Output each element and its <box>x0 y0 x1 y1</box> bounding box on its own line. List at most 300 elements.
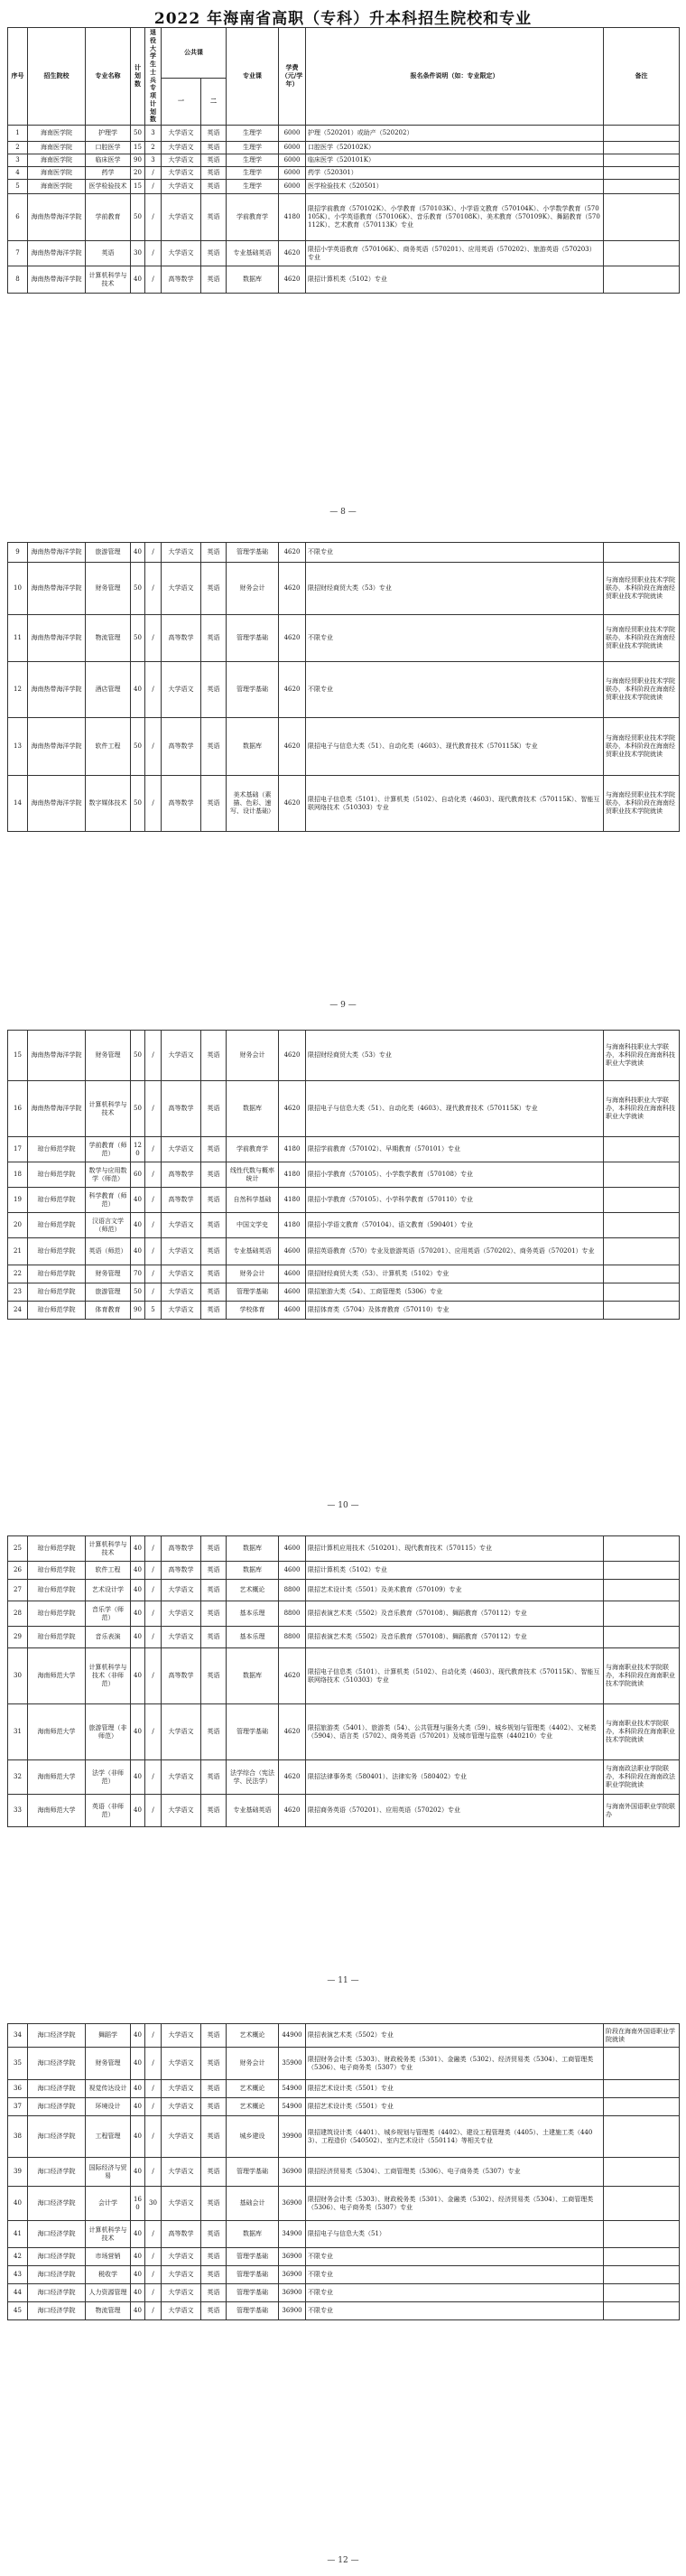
row-plan: 40 <box>131 1704 145 1760</box>
row-fee: 6000 <box>279 167 306 180</box>
row-veteran: / <box>145 2024 162 2048</box>
row-major: 英语（非师范） <box>86 1795 131 1827</box>
row-fee: 44900 <box>279 2024 306 2048</box>
row-school: 海口经济学院 <box>28 2284 86 2302</box>
row-major: 医学检验技术 <box>86 180 131 194</box>
row-plan: 40 <box>131 2248 145 2266</box>
row-fee: 8800 <box>279 1580 306 1601</box>
row-fee: 36900 <box>279 2248 306 2266</box>
table-row <box>8 1283 680 1302</box>
row-school: 海口经济学院 <box>28 2048 86 2080</box>
row-requirement: 限招旅游大类（54）、工商管理类（5306）专业 <box>306 1283 604 1302</box>
row-major: 音乐表演 <box>86 1627 131 1648</box>
row-note: 与海南经贸职业技术学院联办，本科阶段在海南经贸职业技术学院就读 <box>604 615 680 662</box>
row-public-course-1: 高等数学 <box>162 1162 201 1188</box>
row-public-course-1: 大学语文 <box>162 241 201 266</box>
row-note <box>604 194 680 241</box>
row-fee: 6000 <box>279 126 306 142</box>
row-major: 口腔医学 <box>86 142 131 154</box>
row-veteran: / <box>145 2080 162 2098</box>
row-public-course-1: 大学语文 <box>162 662 201 718</box>
row-public-course-1: 大学语文 <box>162 2024 201 2048</box>
row-major: 计算机科学与技术（非师范） <box>86 1648 131 1704</box>
row-major: 学前教育 <box>86 194 131 241</box>
row-note: 与海南科技职业大学联办，本科阶段在海南科技职业大学就读 <box>604 1081 680 1137</box>
row-requirement: 不限专业 <box>306 2266 604 2284</box>
table-row <box>8 1648 680 1704</box>
row-prof-course: 生理学 <box>227 154 279 167</box>
page-10 <box>7 1030 679 1320</box>
row-school: 琼台师范学院 <box>28 1213 86 1238</box>
page-8 <box>7 27 679 294</box>
row-plan: 40 <box>131 1238 145 1265</box>
row-note: 与海南经贸职业技术学院联办，本科阶段在海南经贸职业技术学院就读 <box>604 563 680 615</box>
admissions-table <box>7 1535 680 1827</box>
row-public-course-2: 英语 <box>201 1580 227 1601</box>
page-number-8: — 8 — <box>329 508 357 517</box>
row-public-course-1: 大学语文 <box>162 2158 201 2187</box>
row-seq: 24 <box>8 1302 28 1320</box>
row-requirement: 限招电子信息类（5101）、计算机类（5102）、自动化类（4603）、现代教育技术（570115K）、智能互联网络技术（510303）专业 <box>306 1648 604 1704</box>
row-prof-course: 数据库 <box>227 1536 279 1562</box>
row-school: 海南热带海洋学院 <box>28 563 86 615</box>
row-seq: 43 <box>8 2266 28 2284</box>
row-requirement: 药学（520301） <box>306 167 604 180</box>
row-plan: 50 <box>131 1031 145 1081</box>
row-public-course-2: 英语 <box>201 1627 227 1648</box>
row-seq: 14 <box>8 776 28 832</box>
row-seq: 31 <box>8 1704 28 1760</box>
row-prof-course: 数据库 <box>227 266 279 294</box>
row-fee: 54900 <box>279 2098 306 2116</box>
row-fee: 36900 <box>279 2266 306 2284</box>
row-fee: 6000 <box>279 180 306 194</box>
row-school: 海南热带海洋学院 <box>28 543 86 563</box>
row-requirement: 限招经济贸易类（5304）、工商管理类（5306）、电子商务类（5307）专业 <box>306 2158 604 2187</box>
row-plan: 50 <box>131 776 145 832</box>
row-public-course-1: 大学语文 <box>162 1760 201 1795</box>
row-veteran: / <box>145 1562 162 1580</box>
table-row <box>8 2158 680 2187</box>
row-plan: 50 <box>131 126 145 142</box>
row-public-course-2: 英语 <box>201 142 227 154</box>
row-school: 海口经济学院 <box>28 2221 86 2248</box>
row-school: 琼台师范学院 <box>28 1580 86 1601</box>
row-veteran: / <box>145 563 162 615</box>
row-note: 与海南外国语职业学院联办 <box>604 1795 680 1827</box>
row-fee: 4620 <box>279 266 306 294</box>
page-number-9: — 9 — <box>329 1001 357 1010</box>
row-seq: 27 <box>8 1580 28 1601</box>
row-seq: 18 <box>8 1162 28 1188</box>
admissions-table <box>7 2023 680 2320</box>
row-public-course-1: 大学语文 <box>162 1302 201 1320</box>
row-major: 数学与应用数学（师范） <box>86 1162 131 1188</box>
row-major: 工程管理 <box>86 2116 131 2158</box>
row-school: 海南医学院 <box>28 126 86 142</box>
row-public-course-1: 大学语文 <box>162 1137 201 1162</box>
row-major: 护理学 <box>86 126 131 142</box>
row-plan: 50 <box>131 1081 145 1137</box>
row-veteran: / <box>145 2116 162 2158</box>
row-requirement: 限招电子与信息大类（51）、自动化类（4603）、现代教育技术（570115K）专业 <box>306 718 604 776</box>
row-fee: 4620 <box>279 563 306 615</box>
table-row <box>8 2302 680 2320</box>
row-public-course-1: 高等数学 <box>162 1081 201 1137</box>
page-number-11: — 11 — <box>327 1976 359 1985</box>
row-school: 海口经济学院 <box>28 2024 86 2048</box>
row-requirement: 不限专业 <box>306 2248 604 2266</box>
row-fee: 4600 <box>279 1283 306 1302</box>
row-public-course-2: 英语 <box>201 1562 227 1580</box>
row-school: 琼台师范学院 <box>28 1283 86 1302</box>
row-seq: 10 <box>8 563 28 615</box>
row-seq: 29 <box>8 1627 28 1648</box>
row-seq: 20 <box>8 1213 28 1238</box>
row-veteran: / <box>145 2302 162 2320</box>
row-veteran: / <box>145 1627 162 1648</box>
row-note <box>604 1162 680 1188</box>
table-row <box>8 1081 680 1137</box>
row-public-course-2: 英语 <box>201 2221 227 2248</box>
row-note: 与海南经贸职业技术学院联办，本科阶段在海南经贸职业技术学院就读 <box>604 776 680 832</box>
row-school: 海口经济学院 <box>28 2187 86 2221</box>
row-veteran: / <box>145 1137 162 1162</box>
header-public-2: 二 <box>201 78 227 125</box>
row-note: 与海南政法职业学院联办，本科阶段在海南政法职业学院就读 <box>604 1760 680 1795</box>
row-seq: 41 <box>8 2221 28 2248</box>
row-major: 会计学 <box>86 2187 131 2221</box>
header-note: 备注 <box>604 28 680 126</box>
row-seq: 7 <box>8 241 28 266</box>
row-note <box>604 1265 680 1283</box>
row-school: 琼台师范学院 <box>28 1162 86 1188</box>
row-school: 琼台师范学院 <box>28 1601 86 1627</box>
row-veteran: / <box>145 241 162 266</box>
row-requirement: 限招小学语文教育（570104）、语文教育（590401）专业 <box>306 1213 604 1238</box>
row-requirement: 不限专业 <box>306 543 604 563</box>
row-requirement: 临床医学（520101K） <box>306 154 604 167</box>
row-prof-course: 专业基础英语 <box>227 241 279 266</box>
row-seq: 13 <box>8 718 28 776</box>
row-school: 海口经济学院 <box>28 2098 86 2116</box>
row-school: 海口经济学院 <box>28 2080 86 2098</box>
row-veteran: / <box>145 1648 162 1704</box>
row-public-course-1: 高等数学 <box>162 1562 201 1580</box>
row-public-course-1: 大学语文 <box>162 180 201 194</box>
row-plan: 40 <box>131 1760 145 1795</box>
row-public-course-1: 高等数学 <box>162 776 201 832</box>
row-public-course-1: 高等数学 <box>162 1188 201 1213</box>
row-fee: 4600 <box>279 1562 306 1580</box>
row-public-course-1: 高等数学 <box>162 2221 201 2248</box>
row-prof-course: 财务会计 <box>227 563 279 615</box>
table-row <box>8 1704 680 1760</box>
row-major: 财务管理 <box>86 1031 131 1081</box>
row-prof-course: 艺术概论 <box>227 1580 279 1601</box>
row-public-course-1: 大学语文 <box>162 1601 201 1627</box>
row-note <box>604 2080 680 2098</box>
row-plan: 40 <box>131 1562 145 1580</box>
row-public-course-1: 高等数学 <box>162 266 201 294</box>
table-row <box>8 167 680 180</box>
row-requirement: 限招艺术设计类（5501）及美术教育（570109）专业 <box>306 1580 604 1601</box>
row-fee: 8800 <box>279 1601 306 1627</box>
row-note <box>604 2187 680 2221</box>
row-seq: 9 <box>8 543 28 563</box>
row-major: 酒店管理 <box>86 662 131 718</box>
row-plan: 30 <box>131 241 145 266</box>
row-school: 海南医学院 <box>28 154 86 167</box>
row-major: 环境设计 <box>86 2098 131 2116</box>
table-row <box>8 241 680 266</box>
row-fee: 4600 <box>279 1265 306 1283</box>
row-public-course-2: 英语 <box>201 266 227 294</box>
row-note <box>604 2116 680 2158</box>
row-school: 海口经济学院 <box>28 2302 86 2320</box>
row-public-course-2: 英语 <box>201 2302 227 2320</box>
row-note: 与海南经贸职业技术学院联办，本科阶段在海南经贸职业技术学院就读 <box>604 718 680 776</box>
row-fee: 4180 <box>279 194 306 241</box>
row-requirement: 不限专业 <box>306 615 604 662</box>
row-plan: 40 <box>131 1213 145 1238</box>
row-prof-course: 数据库 <box>227 1562 279 1580</box>
admissions-table <box>7 542 680 832</box>
row-seq: 45 <box>8 2302 28 2320</box>
row-school: 海南热带海洋学院 <box>28 662 86 718</box>
row-plan: 40 <box>131 1795 145 1827</box>
row-veteran: / <box>145 266 162 294</box>
row-requirement: 限招表演艺术类（5502）专业 <box>306 2024 604 2048</box>
row-public-course-2: 英语 <box>201 1302 227 1320</box>
row-veteran: / <box>145 2248 162 2266</box>
row-public-course-2: 英语 <box>201 1031 227 1081</box>
row-note <box>604 2248 680 2266</box>
row-fee: 4620 <box>279 1704 306 1760</box>
row-requirement: 限招财务会计类（5303）、财政税务类（5301）、金融类（5302）、经济贸易类（5304）、工商管理类（5306）、电子商务类（5307）专业 <box>306 2187 604 2221</box>
row-seq: 26 <box>8 1562 28 1580</box>
admissions-table <box>7 1030 680 1320</box>
row-requirement: 限招电子与信息大类（51） <box>306 2221 604 2248</box>
row-seq: 44 <box>8 2284 28 2302</box>
row-major: 旅游管理 <box>86 1283 131 1302</box>
row-major: 学前教育（师范） <box>86 1137 131 1162</box>
row-plan: 40 <box>131 543 145 563</box>
row-seq: 35 <box>8 2048 28 2080</box>
row-veteran: / <box>145 1238 162 1265</box>
row-fee: 4620 <box>279 1795 306 1827</box>
row-fee: 4180 <box>279 1137 306 1162</box>
row-requirement: 限招建筑设计类（4401）、城乡规划与管理类（4402）、建设工程管理类（4405）、土建施工类（4403）、工程造价（540502）、室内艺术设计（550114）等相关专业 <box>306 2116 604 2158</box>
row-prof-course: 数据库 <box>227 1648 279 1704</box>
row-plan: 15 <box>131 142 145 154</box>
row-fee: 4600 <box>279 1302 306 1320</box>
row-public-course-2: 英语 <box>201 1283 227 1302</box>
row-note <box>604 1283 680 1302</box>
row-fee: 4620 <box>279 718 306 776</box>
row-seq: 28 <box>8 1601 28 1627</box>
row-plan: 50 <box>131 563 145 615</box>
row-public-course-1: 大学语文 <box>162 2116 201 2158</box>
row-veteran: 5 <box>145 1302 162 1320</box>
table-row <box>8 2080 680 2098</box>
header-public-course: 公共课 <box>162 28 227 79</box>
admissions-table <box>7 27 680 294</box>
row-public-course-2: 英语 <box>201 1536 227 1562</box>
row-fee: 4600 <box>279 1238 306 1265</box>
row-veteran: / <box>145 718 162 776</box>
row-fee: 4620 <box>279 662 306 718</box>
row-plan: 40 <box>131 1648 145 1704</box>
row-plan: 160 <box>131 2187 145 2221</box>
row-school: 海南热带海洋学院 <box>28 241 86 266</box>
row-public-course-2: 英语 <box>201 1238 227 1265</box>
row-veteran: / <box>145 1162 162 1188</box>
row-requirement: 限招旅游类（5401）、旅游类（54）、公共管理与服务大类（59）、城乡规划与管理类（4402）、文秘类（5904）、语言类（5702）、商务英语（570201）及城市管理与监察（440210）专业 <box>306 1704 604 1760</box>
row-public-course-2: 英语 <box>201 776 227 832</box>
row-note <box>604 126 680 142</box>
row-plan: 40 <box>131 1601 145 1627</box>
row-prof-course: 专业基础英语 <box>227 1795 279 1827</box>
row-requirement: 限招财经商贸大类（53）、计算机类（5102）专业 <box>306 1265 604 1283</box>
row-prof-course: 基本乐理 <box>227 1601 279 1627</box>
header-seq: 序号 <box>8 28 28 126</box>
row-major: 英语（师范） <box>86 1238 131 1265</box>
row-prof-course: 财务会计 <box>227 2048 279 2080</box>
row-veteran: / <box>145 776 162 832</box>
row-requirement: 限招小学英语教育（570106K）、商务英语（570201）、应用英语（570202）、旅游英语（570203）专业 <box>306 241 604 266</box>
header-req: 报名条件说明（如：专业限定） <box>306 28 604 126</box>
row-seq: 1 <box>8 126 28 142</box>
row-prof-course: 学前教育学 <box>227 1137 279 1162</box>
header-prof-course: 专业课 <box>227 28 279 126</box>
table-row <box>8 1580 680 1601</box>
row-public-course-1: 大学语文 <box>162 1795 201 1827</box>
row-requirement: 限招小学教育（570105）、小学科学教育（570110）专业 <box>306 1188 604 1213</box>
row-seq: 19 <box>8 1188 28 1213</box>
table-row <box>8 1265 680 1283</box>
row-fee: 36900 <box>279 2158 306 2187</box>
row-major: 计算机科学与技术 <box>86 2221 131 2248</box>
row-plan: 50 <box>131 1283 145 1302</box>
row-prof-course: 管理学基础 <box>227 2248 279 2266</box>
row-major: 旅游管理 <box>86 543 131 563</box>
row-public-course-2: 英语 <box>201 1081 227 1137</box>
row-public-course-1: 高等数学 <box>162 615 201 662</box>
row-prof-course: 管理学基础 <box>227 662 279 718</box>
row-public-course-1: 大学语文 <box>162 1238 201 1265</box>
row-requirement: 限招英语教育（570）专业及旅游英语（570201）、应用英语（570202）、商务英语（570201）专业 <box>306 1238 604 1265</box>
row-note <box>604 1601 680 1627</box>
row-plan: 70 <box>131 1265 145 1283</box>
row-requirement: 限招艺术设计类（5501）专业 <box>306 2098 604 2116</box>
row-public-course-1: 大学语文 <box>162 1265 201 1283</box>
row-major: 音乐学（师范） <box>86 1601 131 1627</box>
row-veteran: / <box>145 2221 162 2248</box>
table-row <box>8 776 680 832</box>
row-public-course-2: 英语 <box>201 2284 227 2302</box>
row-public-course-2: 英语 <box>201 615 227 662</box>
row-veteran: 2 <box>145 142 162 154</box>
row-school: 琼台师范学院 <box>28 1137 86 1162</box>
row-note: 与海南职业技术学院联办，本科阶段在海南职业技术学院就读 <box>604 1648 680 1704</box>
row-veteran: / <box>145 1580 162 1601</box>
table-row <box>8 2284 680 2302</box>
table-row <box>8 1188 680 1213</box>
row-fee: 34900 <box>279 2221 306 2248</box>
row-note <box>604 2284 680 2302</box>
row-public-course-2: 英语 <box>201 2248 227 2266</box>
row-seq: 8 <box>8 266 28 294</box>
row-seq: 34 <box>8 2024 28 2048</box>
row-public-course-1: 大学语文 <box>162 1580 201 1601</box>
row-public-course-2: 英语 <box>201 2116 227 2158</box>
row-public-course-1: 大学语文 <box>162 1213 201 1238</box>
row-veteran: / <box>145 1536 162 1562</box>
row-plan: 40 <box>131 2221 145 2248</box>
row-public-course-1: 大学语文 <box>162 1283 201 1302</box>
row-seq: 32 <box>8 1760 28 1795</box>
row-public-course-2: 英语 <box>201 1704 227 1760</box>
row-school: 琼台师范学院 <box>28 1536 86 1562</box>
row-note <box>604 266 680 294</box>
row-veteran: / <box>145 1704 162 1760</box>
row-veteran: / <box>145 2266 162 2284</box>
table-row <box>8 2248 680 2266</box>
row-public-course-1: 大学语文 <box>162 154 201 167</box>
row-fee: 36900 <box>279 2187 306 2221</box>
row-note <box>604 1536 680 1562</box>
row-prof-course: 生理学 <box>227 180 279 194</box>
row-public-course-2: 英语 <box>201 2098 227 2116</box>
table-row <box>8 1601 680 1627</box>
row-school: 海南热带海洋学院 <box>28 1081 86 1137</box>
row-note <box>604 1302 680 1320</box>
row-requirement: 限招艺术设计类（5501）专业 <box>306 2080 604 2098</box>
row-plan: 40 <box>131 2048 145 2080</box>
row-veteran: / <box>145 1283 162 1302</box>
row-public-course-1: 大学语文 <box>162 543 201 563</box>
table-row <box>8 563 680 615</box>
row-school: 海口经济学院 <box>28 2158 86 2187</box>
row-prof-course: 管理学基础 <box>227 2266 279 2284</box>
row-seq: 12 <box>8 662 28 718</box>
row-note <box>604 1580 680 1601</box>
row-public-course-2: 英语 <box>201 1137 227 1162</box>
row-public-course-2: 英语 <box>201 1601 227 1627</box>
row-prof-course: 学前教育学 <box>227 194 279 241</box>
row-major: 临床医学 <box>86 154 131 167</box>
row-note <box>604 2221 680 2248</box>
row-prof-course: 数据库 <box>227 2221 279 2248</box>
row-prof-course: 专业基础英语 <box>227 1238 279 1265</box>
row-school: 琼台师范学院 <box>28 1627 86 1648</box>
row-major: 财务管理 <box>86 2048 131 2080</box>
row-public-course-1: 大学语文 <box>162 167 201 180</box>
row-note <box>604 1188 680 1213</box>
row-plan: 40 <box>131 2080 145 2098</box>
table-row <box>8 1536 680 1562</box>
row-note: 与海南职业技术学院联办，本科阶段在海南职业技术学院就读 <box>604 1704 680 1760</box>
row-plan: 50 <box>131 718 145 776</box>
row-major: 物流管理 <box>86 2302 131 2320</box>
row-requirement: 限招财经商贸大类（53）专业 <box>306 563 604 615</box>
row-seq: 3 <box>8 154 28 167</box>
row-requirement: 限招法律事务类（580401）、法律实务（580402）专业 <box>306 1760 604 1795</box>
row-school: 海南热带海洋学院 <box>28 194 86 241</box>
table-row <box>8 1162 680 1188</box>
row-prof-course: 艺术概论 <box>227 2024 279 2048</box>
